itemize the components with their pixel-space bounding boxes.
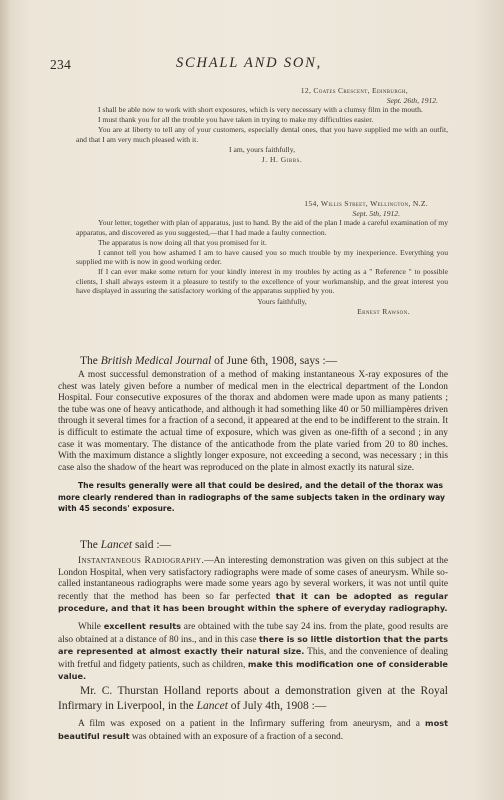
- intro-text: Mr. C. Thurstan Holland reports about a demonstration given at the Royal Infirmary in Liverpool, in the: [58, 685, 448, 712]
- letter-paragraph: The apparatus is now doing all that you promised for it.: [98, 237, 267, 247]
- journal-title: Lancet: [196, 700, 228, 712]
- letter-date: Sept. 26th, 1912.: [386, 95, 438, 105]
- letter-signature: Ernest Rawson.: [357, 306, 410, 316]
- emphasis-text: excellent results: [103, 620, 182, 631]
- emphasis-text: most beautiful result: [58, 718, 448, 741]
- letter-paragraph: You are at liberty to tell any of your customers, especially dental ones, that you have supplied me with an outfit, and that I am very much pleased with it.: [76, 124, 448, 144]
- letter-address: 12, Coates Crescent, Edinburgh,: [300, 86, 408, 95]
- page-binding-shadow: [0, 0, 10, 800]
- emphasis-text: there is so little distortion that the parts are represented at almost exactly their natural size.: [58, 633, 449, 657]
- running-head: SCHALL AND SON,: [175, 55, 323, 71]
- letter-paragraph: I shall be able now to work with short exposures, which is very necessary with a clumsy film in the mouth.: [98, 105, 423, 115]
- letter-closing: Yours faithfully,: [257, 297, 307, 307]
- bmj-body: A most successful demonstration of a method of making instantaneous X-ray exposures of the chest was lately given before a number of medical men in the electrical department of the London Hospital. Four consecutive exposures of the thorax and abdomen were made upon as many patients ; the tube was one of heavy anticathode, and although it had something like 40 or 50 milliampères driven through it several times for a fraction of a second, it appeared at the end to be indifferent to the strain. It is difficult to estimate the actual time of exposure, which was given as one-fifth of a second ; in any case it was momentary. The distance of the anticathode from the plate varied from 20 to 80 inches. With the maximum distance a slightly longer exposure, not exceeding a second, was necessary ; in this case also the shadow of the heart was reproduced on the plate in almost exactly its natural size.: [58, 370, 448, 473]
- page-number: 234: [50, 57, 72, 72]
- journal-title: British Medical Journal: [100, 355, 212, 367]
- holland-section: [58, 684, 448, 743]
- journal-title: Lancet: [100, 539, 133, 551]
- lancet-intro: [58, 538, 448, 552]
- paragraph-text: This, and the convenience of dealing with fretful and fidgety patients, such as children,: [58, 647, 448, 670]
- paragraph-text: was obtained with an exposure of a fraction of a second.: [129, 731, 344, 742]
- paragraph-text: While: [78, 621, 104, 632]
- intro-text: of June 6th, 1908, says :—: [211, 355, 338, 367]
- lancet-paragraph: [58, 621, 448, 684]
- letter-paragraph: I cannot tell you how ashamed I am to have caused you so much trouble by my inexperience. Everything you supplied me with is now in good working order.: [76, 247, 448, 267]
- bmj-bold-statement: The results generally were all that could be desired, and the detail of the thorax was more clearly rendered than in radiographs of the same subjects taken in the ordinary way with 45 seconds' exposure.: [58, 481, 445, 513]
- intro-text: said :—: [132, 539, 172, 551]
- emphasis-text: make this modification one of considerable value.: [58, 658, 448, 682]
- paragraph-text: —An interesting demonstration was given on this subject at the London Hospital, when very satisfactory radiographs were made of some cases of aneurysm. While so-called instantaneous radiographs were made some years ago by several workers, it was not until quite recently that the method has been so far perfected: [58, 556, 448, 602]
- letter-closing: I am, yours faithfully,: [229, 145, 295, 155]
- letter-signature: J. H. Gibbs.: [261, 154, 303, 164]
- letter-paragraph: I must thank you for all the trouble you have taken in trying to make my difficulties easier.: [98, 115, 374, 125]
- letter-rawson: [76, 199, 448, 316]
- holland-body: [58, 718, 448, 743]
- section-heading: Instantaneous Radiography.: [78, 556, 205, 566]
- paragraph-text: A film was exposed on a patient in the Infirmary suffering from aneurysm, and a: [78, 719, 426, 729]
- lancet-section: [58, 538, 448, 684]
- letter-date: Sept. 5th, 1912.: [352, 208, 400, 218]
- letter-paragraph: Your letter, together with plan of apparatus, just to hand. By the aid of the plan I made a careful examination of my apparatus, and discovered as you suggested,—that I had made a faulty connection.: [76, 218, 448, 238]
- intro-text: The: [80, 539, 101, 551]
- bmj-intro: [58, 354, 448, 368]
- paragraph-text: are obtained with the tube say 24 ins. from the plate, good results are also obtained at a distance of 80 ins., and in this case: [58, 621, 448, 645]
- letter-address: 154, Willis Street, Wellington, N.Z.: [304, 199, 428, 208]
- letter-gibbs: [76, 86, 448, 165]
- intro-text: The: [80, 355, 101, 367]
- emphasis-text: that it can be adopted as regular procedure, and that it has been brought within the sphere of everyday radiography.: [58, 590, 449, 614]
- letter-paragraph: If I can ever make some return for your kindly interest in my troubles by acting as a " Reference " to possible clients, I shall always esteem it a pleasure to testify to the excellence of your workmanship, and the great interest you have displayed in assuring the satisfactory working of the apparatus supplied by you.: [76, 266, 448, 296]
- page-header: [50, 55, 448, 77]
- bmj-section: [58, 354, 448, 514]
- lancet-paragraph: [58, 556, 448, 616]
- intro-text: of July 4th, 1908 :—: [227, 700, 327, 712]
- holland-intro: [58, 684, 448, 714]
